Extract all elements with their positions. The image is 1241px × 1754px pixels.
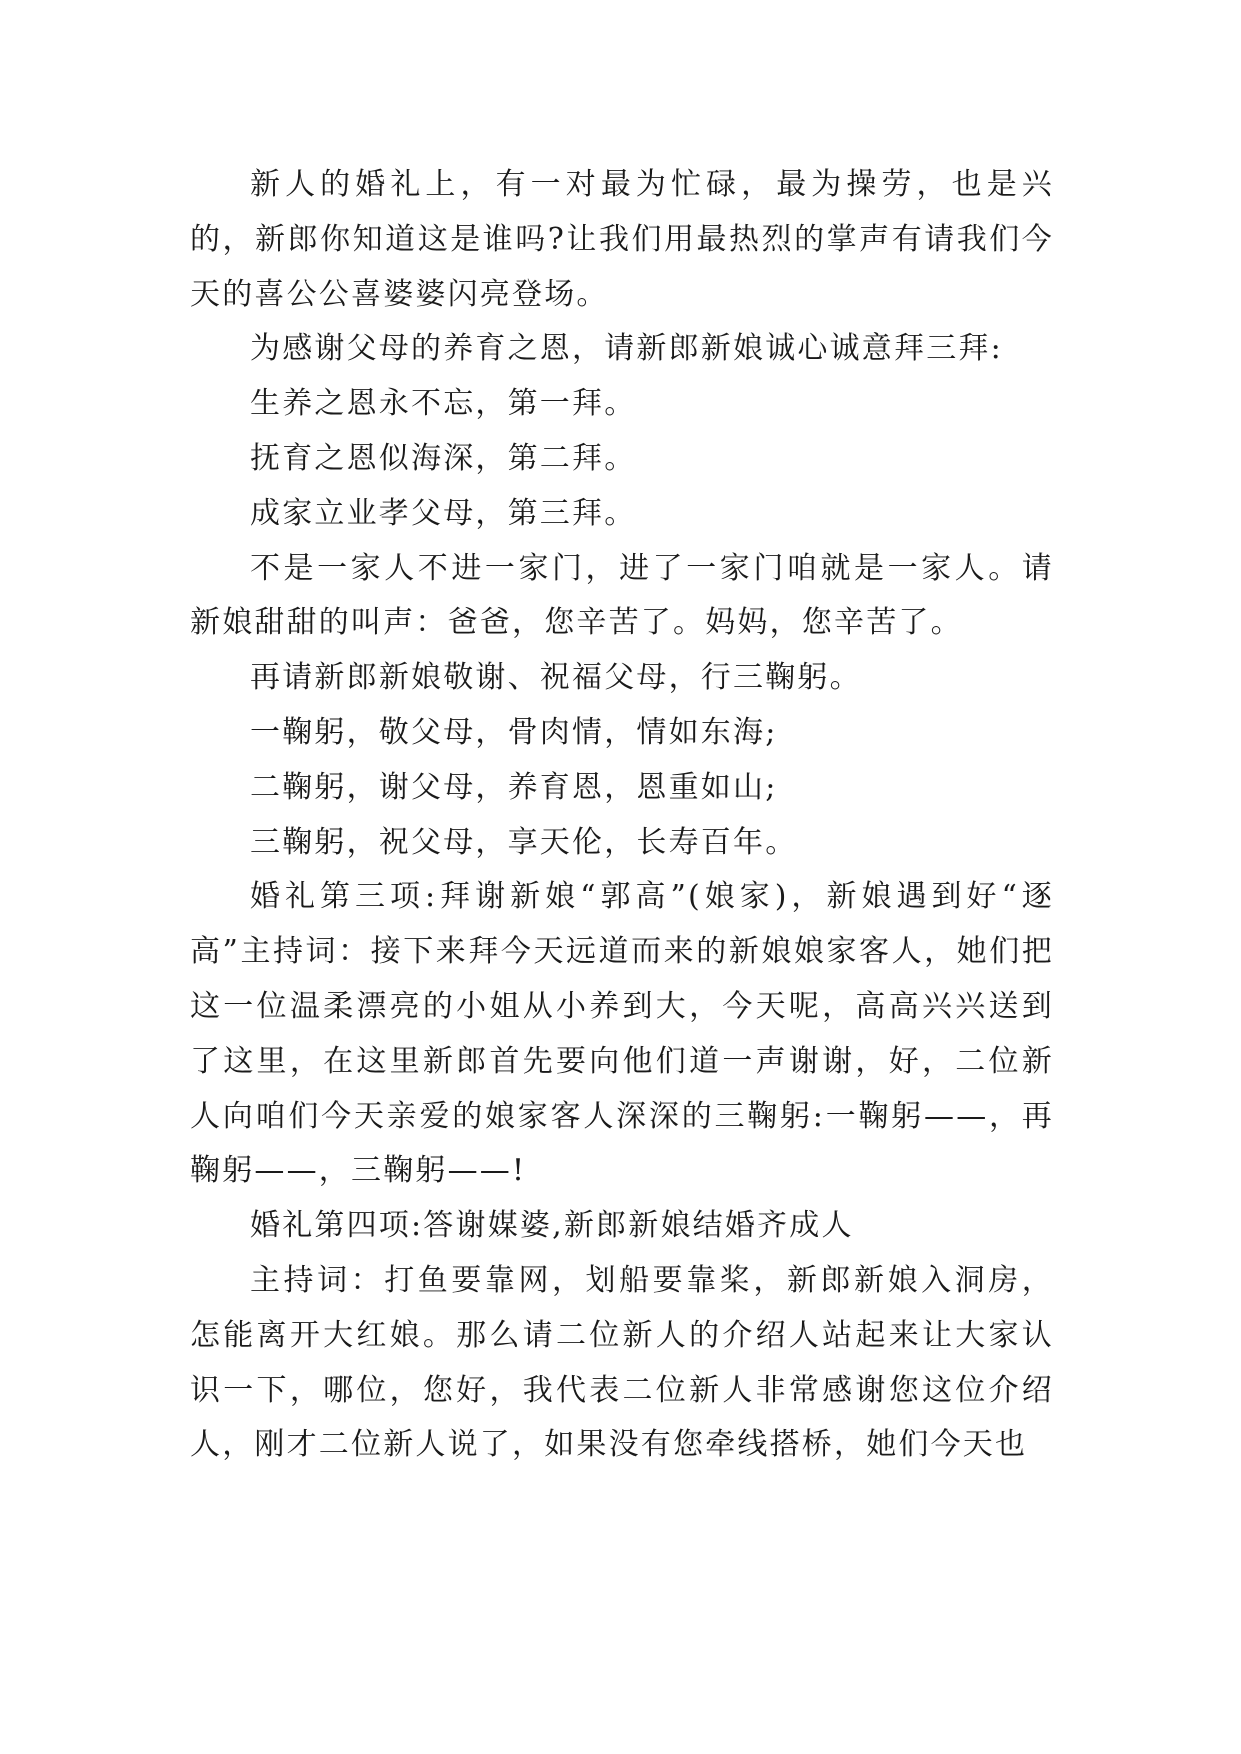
paragraph-item-three: 婚礼第三项:拜谢新娘“郭高”(娘家)，新娘遇到好“逐高”主持词：接下来拜今天远道而来的新娘娘家客人，她们把这一位温柔漂亮的小姐从小养到大，今天呢，高高兴兴送到了这里，在这里新郎首先要向他们道一声谢谢，好，二位新人向咱们今天亲爱的娘家客人深深的三鞠躬:一鞠躬——，再鞠躬——，三鞠躬——! [190, 879, 1054, 1189]
paragraph-one-family: 不是一家人不进一家门，进了一家门咱就是一家人。请新娘甜甜的叫声：爸爸，您辛苦了。妈妈，您辛苦了。 [190, 550, 1054, 641]
paragraph-first-bow: 生养之恩永不忘，第一拜。 [250, 386, 637, 422]
paragraph-bless-parents: 再请新郎新娘敬谢、祝福父母，行三鞠躬。 [250, 660, 862, 696]
paragraph-second-bow: 抚育之恩似海深，第二拜。 [250, 440, 637, 476]
paragraph-host-words: 主持词：打鱼要靠网，划船要靠桨，新郎新娘入洞房，怎能离开大红娘。那么请二位新人的介绍人站起来让大家认识一下，哪位，您好，我代表二位新人非常感谢您这位介绍人，刚才二位新人说了，如果没有您牵线搭桥，她们今天也 [190, 1262, 1054, 1463]
paragraph-bow-three: 三鞠躬，祝父母，享天伦，长寿百年。 [250, 824, 798, 860]
document-page [190, 158, 1054, 1473]
paragraph-parents-introduction: 新人的婚礼上，有一对最为忙碌，最为操劳，也是兴的，新郎你知道这是谁吗?让我们用最热烈的掌声有请我们今天的喜公公喜婆婆闪亮登场。 [190, 167, 1054, 312]
paragraph-bow-one: 一鞠躬，敬父母，骨肉情，情如东海; [250, 714, 778, 750]
paragraph-item-four: 婚礼第四项:答谢媒婆,新郎新娘结婚齐成人 [250, 1208, 854, 1244]
paragraph-third-bow: 成家立业孝父母，第三拜。 [250, 495, 637, 531]
paragraph-three-bows-intro: 为感谢父母的养育之恩，请新郎新娘诚心诚意拜三拜: [250, 331, 1003, 367]
paragraph-bow-two: 二鞠躬，谢父母，养育恩，恩重如山; [250, 769, 778, 805]
